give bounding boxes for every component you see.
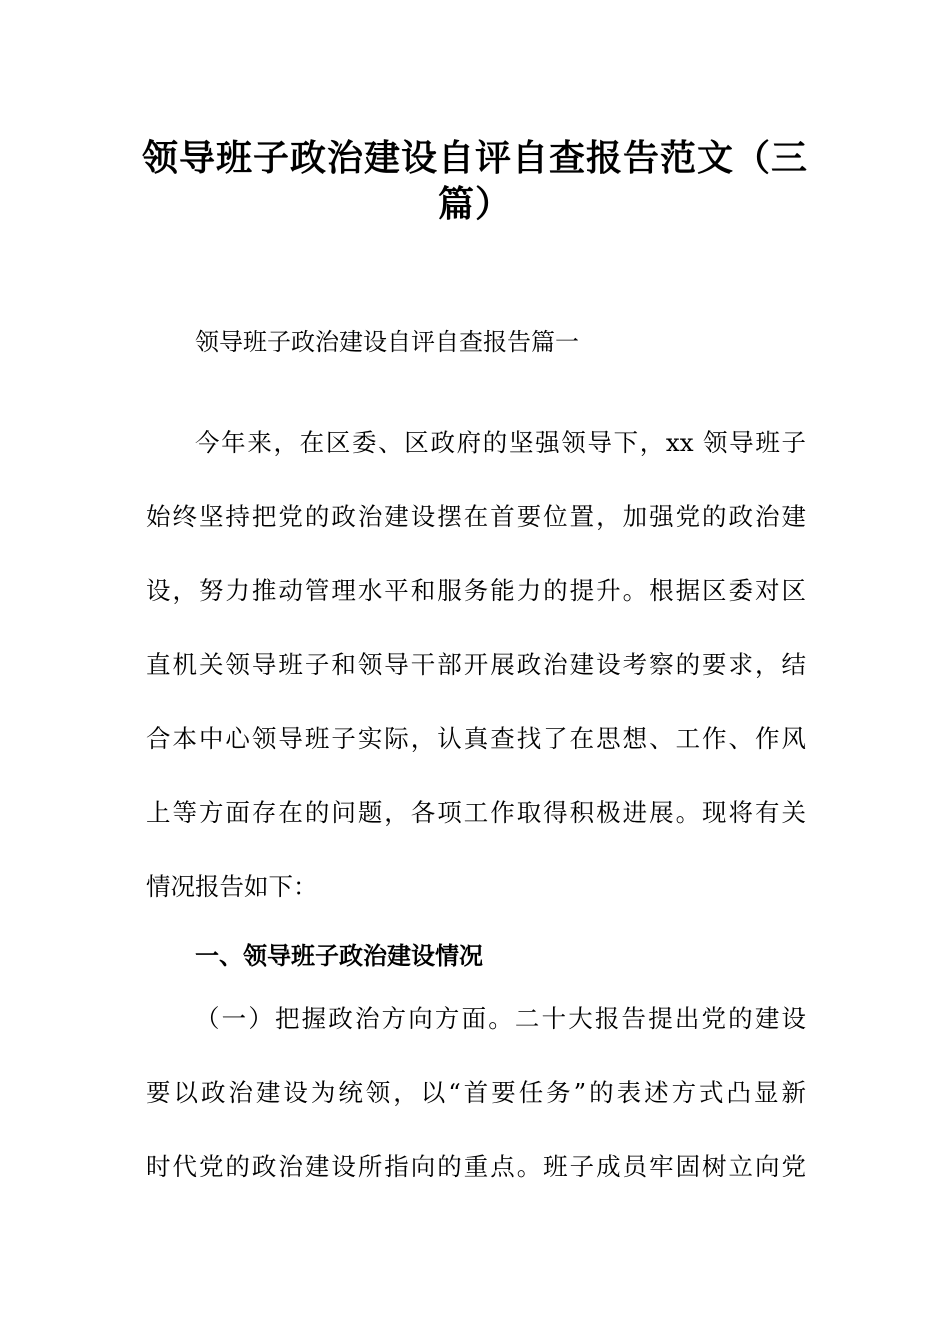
section-heading: 领导班子政治建设自评自查报告篇一 [195, 328, 579, 356]
paragraph1-line-5: 合本中心领导班子实际，认真查找了在思想、工作、作风 [146, 724, 806, 753]
paragraph1-line-2: 始终坚持把党的政治建设摆在首要位置，加强党的政治建 [146, 502, 806, 531]
document-title-line-1: 领导班子政治建设自评自查报告范文（三 [141, 138, 808, 179]
paragraph1-line-4: 直机关领导班子和领导干部开展政治建设考察的要求，结 [146, 650, 806, 679]
document-title-line-2: 篇） [437, 184, 512, 225]
paragraph1-line-3: 设，努力推动管理水平和服务能力的提升。根据区委对区 [146, 576, 806, 605]
paragraph2-line-3: 时代党的政治建设所指向的重点。班子成员牢固树立向党 [146, 1152, 806, 1181]
subheading-1: 一、领导班子政治建设情况 [195, 942, 483, 970]
paragraph2-line-2: 要以政治建设为统领，以“首要任务”的表述方式凸显新 [146, 1078, 806, 1107]
paragraph2-line-1: （一）把握政治方向方面。二十大报告提出党的建设 [195, 1004, 806, 1033]
paragraph1-line-7: 情况报告如下： [146, 872, 318, 901]
paragraph1-line-1: 今年来，在区委、区政府的坚强领导下，xx 领导班子 [195, 428, 806, 457]
paragraph1-line-6: 上等方面存在的问题，各项工作取得积极进展。现将有关 [146, 798, 806, 827]
